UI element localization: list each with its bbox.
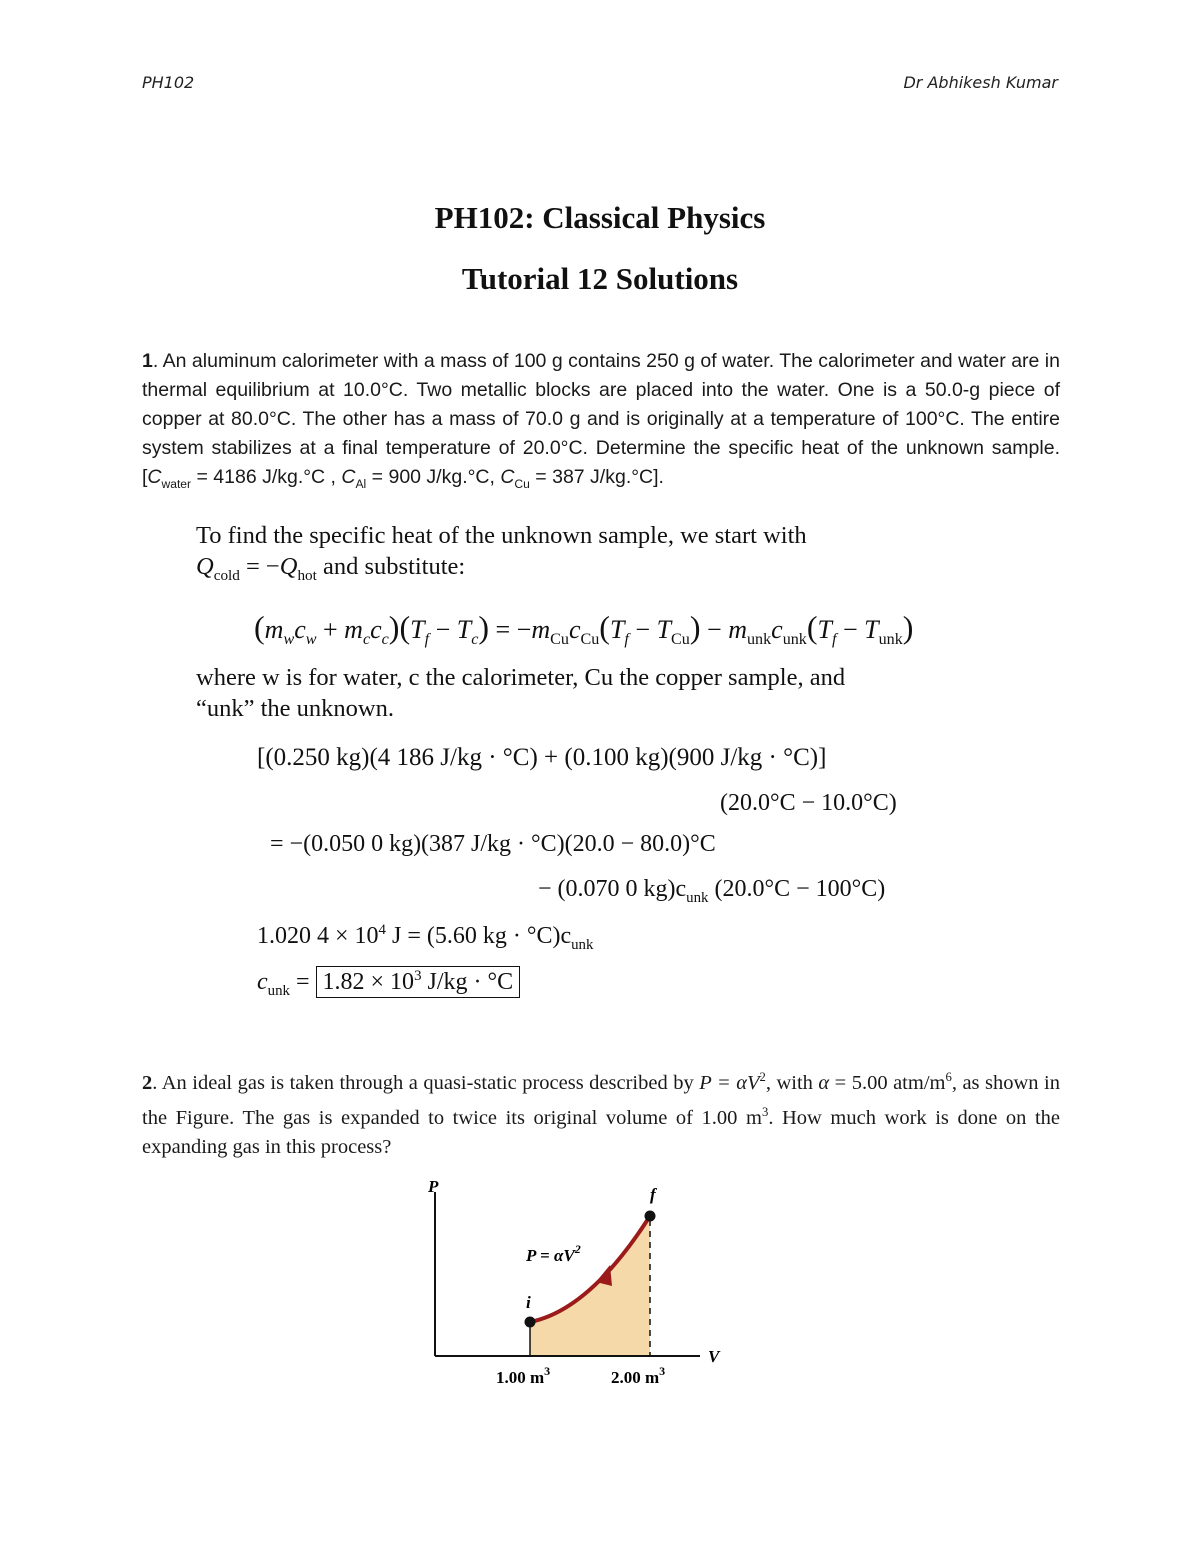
- question-2: 2. An ideal gas is taken through a quasi-static process described by $P = \alpha V^2$, with α = 5.00 atm/$m^6$, as shown in the Figure. The gas is expanded to twice its original volume of 1.00 $m^3$. How much work is done on the expanding gas in this process?: [142, 1070, 1060, 1158]
- header-course: PH102: [142, 73, 195, 92]
- calc-step2: = −(0.050 0 kg)(387 J/kg · °C)(20.0 − 80.0)°C: [270, 831, 716, 857]
- point-i-label: i: [526, 1293, 531, 1312]
- where-line1: where w is for water, c the calorimeter, Cu the copper sample, and: [196, 664, 846, 691]
- calc-step3: 1.020 $4 \times 10^4$ J = (5.60 kg · $^\circ C)c_{unk}$: [257, 922, 594, 953]
- heat-balance-equation-text: $(m_wc_w + m_cc_c)(T_f - T_c) = -m_{Cu}c_{Cu}(T_f - T_{Cu}) - m_{unk}c_{unk}(T_f - T_{unk})$: [254, 609, 914, 649]
- calc-step1b: (20.0°C − 10.0°C): [720, 790, 897, 816]
- header-author: Dr Abhikesh Kumar: [903, 73, 1058, 92]
- question-1-number: 1: [142, 350, 153, 372]
- work-area-fill: [530, 1216, 650, 1356]
- y-axis-label: P: [428, 1177, 439, 1196]
- page-subtitle: Tutorial 12 Solutions: [461, 261, 739, 296]
- result-box: $1.82 \times 10^3$ J/kg · °C: [316, 966, 521, 998]
- final-result: $c_{unk} = 1.82 \times 10^3$ J/kg · °C: [257, 968, 520, 1000]
- point-f-label: f: [650, 1185, 656, 1204]
- heat-balance-equation: [254, 609, 913, 649]
- question-1: 1. An aluminum calorimeter with a mass of 100 g contains 250 g of water. The calorimeter and water are in thermal equilibrium at 10.0°C. Two metallic blocks are placed into the water. One is a 50.0-g piece of copper at 80.0°C. The other has a mass of 70.0 g and is originally at a temperature of 100°C. The entire system stabilizes at a final temperature of 20.0°C. Determine the specific heat of the unknown sample. [$C_{water} = 4186$ J/kg.°C , $C_{Al} = 900$ J/kg.°C, $C_{Cu} = 387$ J/kg.°C].: [142, 350, 1060, 491]
- solution-intro-line2: $Q_{cold} = -Q_{hot}$ and substitute:: [196, 553, 466, 584]
- calc-step2b: − (0.070 0 $kg)c_{unk}$ (20.0°C − 100°C): [538, 876, 886, 906]
- x-axis-label: V: [708, 1347, 720, 1366]
- where-line2: “unk” the unknown.: [196, 695, 394, 722]
- question-2-number: 2: [142, 1071, 153, 1094]
- curve-label: $P = \alpha V^2$: [526, 1242, 581, 1265]
- point-i-marker: [525, 1317, 536, 1328]
- calc-step1: [(0.250 kg)(4 186 J/kg · °C) + (0.100 kg)(900 J/kg · °C)]: [257, 744, 827, 771]
- pv-diagram: [400, 1170, 740, 1400]
- tick2-label: 2.00 $m^3$: [611, 1364, 666, 1387]
- point-f-marker: [645, 1211, 656, 1222]
- solution-intro-line1: To find the specific heat of the unknown sample, we start with: [196, 522, 807, 549]
- page-title: PH102: Classical Physics: [434, 200, 766, 235]
- tick1-label: 1.00 $m^3$: [496, 1364, 551, 1387]
